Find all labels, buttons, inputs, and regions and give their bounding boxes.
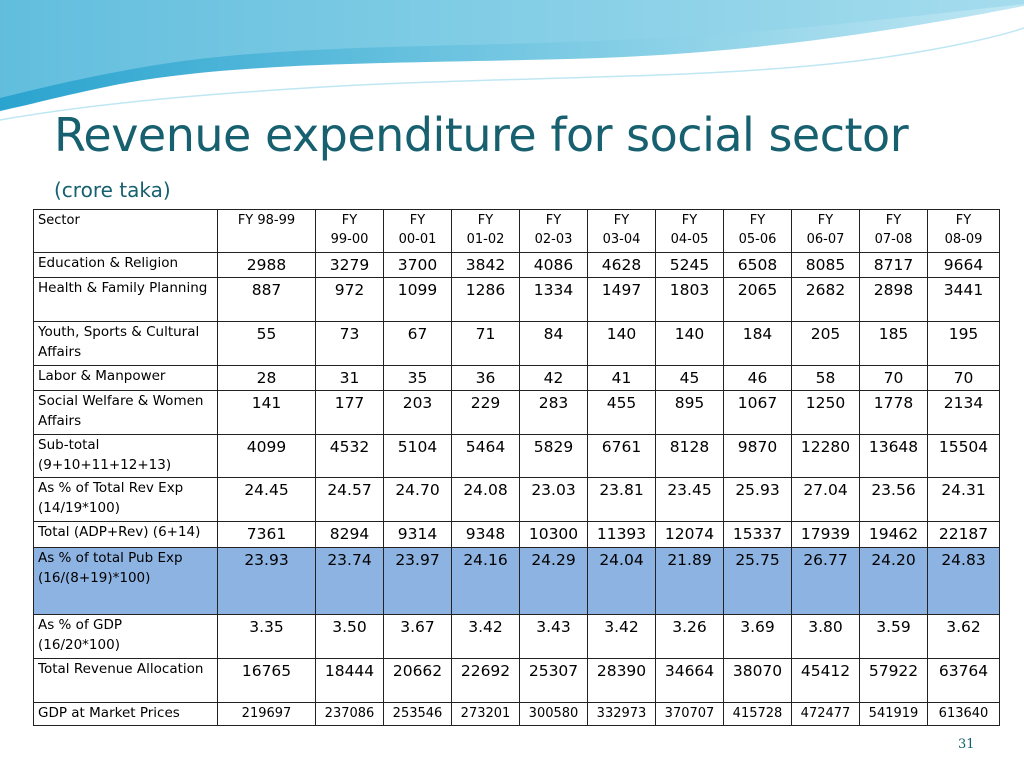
table-row-pct-gdp	[34, 615, 1000, 659]
table-cell: 6761	[588, 435, 656, 478]
table-cell: 5829	[520, 435, 588, 478]
table-row-pct-total-pub-exp	[34, 548, 1000, 615]
page-number: 31	[958, 737, 975, 752]
table-cell: 8717	[860, 253, 928, 278]
table-cell: 472477	[792, 703, 860, 726]
table-cell: 8085	[792, 253, 860, 278]
table-cell: 10300	[520, 522, 588, 548]
table-cell: 5464	[452, 435, 520, 478]
table-cell: 972	[316, 278, 384, 322]
table-cell: 1334	[520, 278, 588, 322]
table-cell: 23.97	[384, 548, 452, 615]
table-cell: 2065	[724, 278, 792, 322]
table-cell: 45412	[792, 659, 860, 703]
table-cell: 455	[588, 391, 656, 435]
table-cell: 2988	[218, 253, 316, 278]
table-cell: 18444	[316, 659, 384, 703]
table-cell: 3.62	[928, 615, 1000, 659]
table-cell: 2134	[928, 391, 1000, 435]
table-cell: 9348	[452, 522, 520, 548]
table-cell: 20662	[384, 659, 452, 703]
table-cell: 8294	[316, 522, 384, 548]
table-cell: 24.04	[588, 548, 656, 615]
table-cell: 6508	[724, 253, 792, 278]
row-label	[34, 435, 218, 478]
table-row-sub-total	[34, 435, 1000, 478]
table-cell: 22692	[452, 659, 520, 703]
row-label-line2: Affairs	[38, 344, 82, 360]
table-cell: 24.16	[452, 548, 520, 615]
table-cell: 4099	[218, 435, 316, 478]
table-cell: 283	[520, 391, 588, 435]
table-cell: 229	[452, 391, 520, 435]
table-cell: 140	[588, 322, 656, 366]
row-label	[34, 548, 218, 615]
table-cell: 3.50	[316, 615, 384, 659]
table-cell: 23.74	[316, 548, 384, 615]
table-cell: 12280	[792, 435, 860, 478]
table-cell: 24.31	[928, 478, 1000, 522]
table-row-health-family-planning	[34, 278, 1000, 322]
row-label-line1: Total Revenue Allocation	[38, 661, 204, 677]
table-cell: 3.69	[724, 615, 792, 659]
table-row-gdp-market-prices	[34, 703, 1000, 726]
table-cell: 27.04	[792, 478, 860, 522]
table-cell: 1803	[656, 278, 724, 322]
table-cell: 3.26	[656, 615, 724, 659]
table-cell: 1778	[860, 391, 928, 435]
table-cell: 3441	[928, 278, 1000, 322]
table-row-education-religion	[34, 253, 1000, 278]
table-cell: 219697	[218, 703, 316, 726]
table-header-row	[34, 210, 1000, 253]
table-cell: 25307	[520, 659, 588, 703]
column-header-fy-01-02: FY 01-02	[452, 210, 520, 253]
table-cell: 1067	[724, 391, 792, 435]
table-cell: 21.89	[656, 548, 724, 615]
table-cell: 24.20	[860, 548, 928, 615]
table-cell: 24.70	[384, 478, 452, 522]
column-header-fy-98-99: FY 98-99	[218, 210, 316, 253]
row-label	[34, 659, 218, 703]
column-header-fy-07-08: FY 07-08	[860, 210, 928, 253]
table-cell: 15337	[724, 522, 792, 548]
table-row-labor-manpower	[34, 366, 1000, 391]
table-cell: 23.81	[588, 478, 656, 522]
row-label-line1: Social Welfare & Women	[38, 393, 204, 409]
table-cell: 141	[218, 391, 316, 435]
table-cell: 237086	[316, 703, 384, 726]
table-cell: 11393	[588, 522, 656, 548]
table-cell: 3.59	[860, 615, 928, 659]
table-cell: 58	[792, 366, 860, 391]
table-cell: 24.83	[928, 548, 1000, 615]
page-title: Revenue expenditure for social sector	[54, 108, 909, 162]
table-cell: 71	[452, 322, 520, 366]
table-cell: 16765	[218, 659, 316, 703]
table-cell: 2682	[792, 278, 860, 322]
row-label-line1: Sub-total	[38, 437, 100, 453]
table-cell: 1497	[588, 278, 656, 322]
row-label-line1: As % of GDP	[38, 617, 122, 633]
table-cell: 35	[384, 366, 452, 391]
table-cell: 57922	[860, 659, 928, 703]
column-header-fy-06-07: FY 06-07	[792, 210, 860, 253]
row-label-line1: Education & Religion	[38, 255, 179, 271]
table-cell: 12074	[656, 522, 724, 548]
revenue-table	[33, 209, 1000, 726]
page-subtitle: (crore taka)	[54, 178, 171, 202]
table-cell: 23.03	[520, 478, 588, 522]
table-cell: 9314	[384, 522, 452, 548]
table-cell: 23.45	[656, 478, 724, 522]
table-cell: 4628	[588, 253, 656, 278]
column-header-fy-08-09: FY 08-09	[928, 210, 1000, 253]
row-label	[34, 278, 218, 322]
row-label-line2: (16/20*100)	[38, 637, 120, 653]
table-cell: 895	[656, 391, 724, 435]
table-cell: 24.08	[452, 478, 520, 522]
table-cell: 195	[928, 322, 1000, 366]
row-label	[34, 522, 218, 548]
table-cell: 177	[316, 391, 384, 435]
table-cell: 3.35	[218, 615, 316, 659]
table-cell: 370707	[656, 703, 724, 726]
row-label	[34, 478, 218, 522]
table-cell: 332973	[588, 703, 656, 726]
table-cell: 3.43	[520, 615, 588, 659]
table-cell: 2898	[860, 278, 928, 322]
row-label-line1: As % of total Pub Exp	[38, 550, 183, 566]
table-cell: 24.57	[316, 478, 384, 522]
table-cell: 613640	[928, 703, 1000, 726]
row-label-line1: Labor & Manpower	[38, 368, 166, 384]
table-cell: 1286	[452, 278, 520, 322]
table-cell: 26.77	[792, 548, 860, 615]
table-cell: 24.45	[218, 478, 316, 522]
table-row-social-welfare-women	[34, 391, 1000, 435]
column-header-fy-99-00: FY 99-00	[316, 210, 384, 253]
table-cell: 205	[792, 322, 860, 366]
table-cell: 140	[656, 322, 724, 366]
table-cell: 23.56	[860, 478, 928, 522]
row-label-line2: (9+10+11+12+13)	[38, 457, 172, 473]
column-header-fy-05-06: FY 05-06	[724, 210, 792, 253]
row-label-line1: GDP at Market Prices	[38, 705, 180, 721]
table-cell: 203	[384, 391, 452, 435]
table-cell: 887	[218, 278, 316, 322]
table-row-total-revenue-allocation	[34, 659, 1000, 703]
table-cell: 13648	[860, 435, 928, 478]
table-cell: 1099	[384, 278, 452, 322]
table-cell: 70	[928, 366, 1000, 391]
table-cell: 67	[384, 322, 452, 366]
table-cell: 28	[218, 366, 316, 391]
table-cell: 3.80	[792, 615, 860, 659]
table-cell: 73	[316, 322, 384, 366]
row-label-line1: As % of Total Rev Exp	[38, 480, 184, 496]
row-label	[34, 322, 218, 366]
table-cell: 3700	[384, 253, 452, 278]
row-label-line2: Affairs	[38, 413, 82, 429]
row-label-line2: (16/(8+19)*100)	[38, 570, 151, 586]
table-cell: 273201	[452, 703, 520, 726]
row-label-line2: (14/19*100)	[38, 500, 120, 516]
table-cell: 15504	[928, 435, 1000, 478]
row-label-line1: Health & Family Planning	[38, 280, 208, 296]
table-cell: 3842	[452, 253, 520, 278]
table-cell: 3.67	[384, 615, 452, 659]
column-header-fy-02-03: FY 02-03	[520, 210, 588, 253]
table-cell: 46	[724, 366, 792, 391]
table-row-total-adp-rev	[34, 522, 1000, 548]
table-cell: 3.42	[452, 615, 520, 659]
table-cell: 84	[520, 322, 588, 366]
table-cell: 34664	[656, 659, 724, 703]
table-cell: 9664	[928, 253, 1000, 278]
table-cell: 24.29	[520, 548, 588, 615]
row-label	[34, 615, 218, 659]
table-cell: 22187	[928, 522, 1000, 548]
row-label-line1: Youth, Sports & Cultural	[38, 324, 200, 340]
table-cell: 55	[218, 322, 316, 366]
table-cell: 541919	[860, 703, 928, 726]
table-cell: 31	[316, 366, 384, 391]
table-cell: 42	[520, 366, 588, 391]
table-cell: 17939	[792, 522, 860, 548]
row-label	[34, 366, 218, 391]
table-cell: 28390	[588, 659, 656, 703]
table-cell: 63764	[928, 659, 1000, 703]
row-label	[34, 391, 218, 435]
table-cell: 23.93	[218, 548, 316, 615]
table-cell: 300580	[520, 703, 588, 726]
table-cell: 3279	[316, 253, 384, 278]
row-label-line1: Total (ADP+Rev) (6+14)	[38, 524, 201, 540]
table-cell: 5245	[656, 253, 724, 278]
table-cell: 4532	[316, 435, 384, 478]
sector-column-header: Sector	[34, 210, 218, 253]
table-row-youth-sports-cultural	[34, 322, 1000, 366]
table-cell: 3.42	[588, 615, 656, 659]
table-cell: 253546	[384, 703, 452, 726]
table-cell: 25.93	[724, 478, 792, 522]
table-cell: 7361	[218, 522, 316, 548]
table-row-pct-total-rev-exp	[34, 478, 1000, 522]
table-cell: 9870	[724, 435, 792, 478]
table-cell: 25.75	[724, 548, 792, 615]
table-cell: 8128	[656, 435, 724, 478]
table-cell: 415728	[724, 703, 792, 726]
column-header-fy-03-04: FY 03-04	[588, 210, 656, 253]
row-label	[34, 253, 218, 278]
table-cell: 184	[724, 322, 792, 366]
column-header-fy-00-01: FY 00-01	[384, 210, 452, 253]
column-header-fy-04-05: FY 04-05	[656, 210, 724, 253]
table-cell: 185	[860, 322, 928, 366]
row-label	[34, 703, 218, 726]
table-cell: 36	[452, 366, 520, 391]
table-cell: 38070	[724, 659, 792, 703]
table-cell: 41	[588, 366, 656, 391]
table-cell: 4086	[520, 253, 588, 278]
table-cell: 19462	[860, 522, 928, 548]
table-cell: 45	[656, 366, 724, 391]
table-cell: 70	[860, 366, 928, 391]
table-cell: 5104	[384, 435, 452, 478]
table-cell: 1250	[792, 391, 860, 435]
